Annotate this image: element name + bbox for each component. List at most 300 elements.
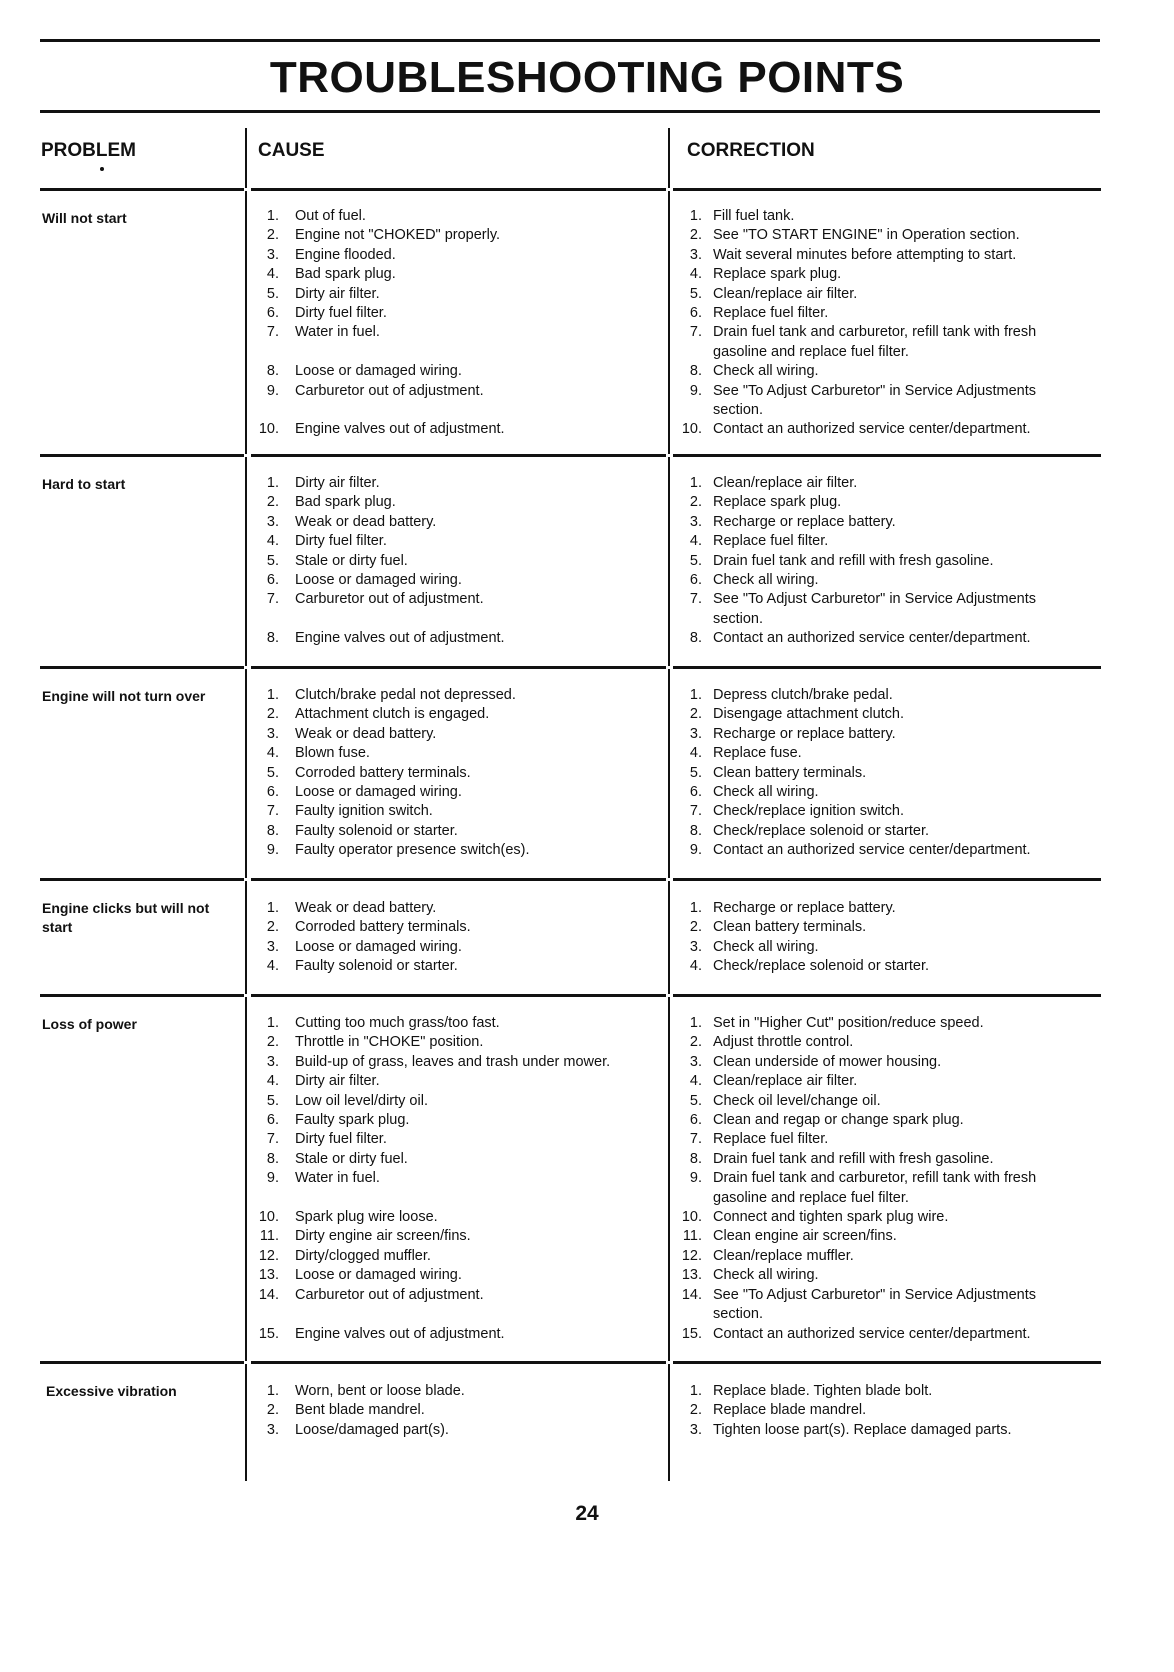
item-text: Out of fuel. [295, 208, 366, 224]
item-text: Water in fuel. [295, 324, 380, 341]
item-text: Replace fuel filter. [713, 1131, 829, 1148]
section-rule [40, 188, 1101, 191]
bullet-dot [100, 167, 104, 171]
item-number: 4. [689, 533, 702, 550]
list-item [258, 382, 658, 401]
list-item [676, 899, 1096, 918]
item-number: 7. [689, 1131, 702, 1148]
column-divider-correction [668, 128, 670, 1481]
item-text: Engine not "CHOKED" properly. [295, 227, 501, 244]
list-item [258, 1150, 658, 1169]
list-item [676, 590, 1096, 609]
item-text: Clean battery terminals. [713, 764, 867, 781]
list-item [258, 1033, 658, 1052]
item-number: 2. [266, 706, 279, 723]
list-item [676, 265, 1096, 284]
item-number: 7. [266, 591, 279, 608]
item-text: Faulty ignition switch. [295, 803, 433, 820]
item-text: Clean engine air screen/fins. [713, 1228, 897, 1245]
list-item [676, 285, 1096, 304]
item-text: Dirty air filter. [295, 285, 380, 302]
item-number: 2. [689, 1402, 702, 1419]
list-item [676, 725, 1096, 744]
list-item [258, 918, 658, 937]
list-item [258, 532, 658, 551]
item-text: Engine flooded. [295, 246, 396, 263]
item-text: Loose or damaged wiring. [295, 363, 462, 380]
list-item [258, 1092, 658, 1111]
list-item [676, 513, 1096, 532]
item-text: section. [713, 610, 763, 627]
list-item [676, 1053, 1096, 1072]
item-text: Clean battery terminals. [713, 919, 867, 936]
item-text: Recharge or replace battery. [713, 725, 896, 742]
list-item [676, 226, 1096, 245]
item-text: Check/replace solenoid or starter. [713, 822, 929, 839]
cause-list [258, 899, 658, 977]
cause-list [258, 1382, 658, 1440]
list-item [676, 532, 1096, 551]
item-text: Clean underside of mower housing. [713, 1053, 942, 1070]
item-text: Clean/replace air filter. [713, 475, 858, 491]
item-number: 1. [266, 687, 279, 703]
item-number: 9. [266, 1170, 279, 1187]
item-text: See "To Adjust Carburetor" in Service Adjustments [713, 382, 1037, 399]
item-text: Stale or dirty fuel. [295, 552, 408, 569]
item-text: Blown fuse. [295, 745, 370, 762]
list-item [676, 246, 1096, 265]
item-number: 3. [266, 513, 279, 530]
item-text: Faulty spark plug. [295, 1112, 410, 1129]
list-item [258, 686, 658, 705]
item-number: 5. [266, 764, 279, 781]
section-rule [40, 454, 1101, 457]
problem-label: Engine clicks but will not start [42, 900, 210, 936]
item-number: 2. [266, 494, 279, 511]
item-number: 2. [266, 1034, 279, 1051]
item-text: Attachment clutch is engaged. [295, 706, 490, 723]
cause-list [258, 207, 658, 440]
item-number: 2. [689, 1034, 702, 1051]
list-item [676, 1382, 1096, 1401]
item-text: Spark plug wire loose. [295, 1209, 438, 1226]
list-item [676, 629, 1096, 648]
list-item [258, 610, 658, 629]
item-text: Check/replace ignition switch. [713, 803, 905, 820]
item-text: Drain fuel tank and refill with fresh gasoline. [713, 552, 994, 569]
list-item [676, 304, 1096, 323]
page-title: TROUBLESHOOTING POINTS [269, 53, 905, 102]
item-text: Wait several minutes before attempting to start. [713, 246, 1017, 263]
item-text: Build-up of grass, leaves and trash under mower. [295, 1053, 611, 1070]
item-number: 3. [266, 938, 279, 955]
list-item [676, 343, 1096, 362]
item-number: 9. [689, 1170, 702, 1187]
list-item [676, 1111, 1096, 1130]
item-number: 8. [266, 822, 279, 839]
item-text: Dirty fuel filter. [295, 305, 387, 322]
item-text: Loose or damaged wiring. [295, 938, 462, 955]
list-item [258, 957, 658, 976]
list-item [258, 1227, 658, 1246]
item-text: Clean/replace muffler. [713, 1247, 854, 1264]
item-text: Replace fuel filter. [713, 533, 829, 550]
item-text: Drain fuel tank and carburetor, refill tank with fresh [713, 324, 1037, 341]
item-text: Dirty engine air screen/fins. [295, 1228, 471, 1245]
item-text: Dirty air filter. [295, 1073, 380, 1090]
item-text: Check all wiring. [713, 1267, 819, 1284]
item-number: 4. [689, 958, 702, 975]
item-number: 8. [266, 363, 279, 380]
list-item [258, 1014, 658, 1033]
item-text: Corroded battery terminals. [295, 919, 471, 936]
item-number: 2. [266, 919, 279, 936]
item-number: 1. [266, 900, 279, 916]
item-text: Dirty fuel filter. [295, 1131, 387, 1148]
item-text: See "To Adjust Carburetor" in Service Adjustments [713, 591, 1037, 608]
item-text: Dirty/clogged muffler. [295, 1247, 431, 1264]
list-item [258, 1072, 658, 1091]
item-number: 13. [681, 1267, 702, 1284]
list-item [676, 610, 1096, 629]
list-item [258, 285, 658, 304]
list-item [258, 1189, 658, 1208]
item-text: Engine valves out of adjustment. [295, 630, 505, 647]
item-text: Replace fuel filter. [713, 305, 829, 322]
item-number: 7. [266, 324, 279, 341]
item-number: 5. [266, 552, 279, 569]
item-text: Clean and regap or change spark plug. [713, 1112, 964, 1129]
item-text: Check all wiring. [713, 572, 819, 589]
item-number: 11. [259, 1228, 279, 1245]
list-item [676, 207, 1096, 226]
item-text: Throttle in "CHOKE" position. [295, 1034, 484, 1051]
list-item [676, 918, 1096, 937]
list-item [258, 590, 658, 609]
item-number: 8. [689, 1150, 702, 1167]
item-text: Replace blade. Tighten blade bolt. [713, 1383, 933, 1399]
item-number: 4. [266, 958, 279, 975]
item-number: 4. [266, 745, 279, 762]
item-number: 10. [258, 1209, 279, 1226]
item-number: 14. [258, 1286, 279, 1303]
item-text: Dirty fuel filter. [295, 533, 387, 550]
item-number: 3. [266, 1421, 279, 1438]
item-number: 15. [258, 1325, 279, 1342]
item-text: Engine valves out of adjustment. [295, 421, 505, 438]
list-item [258, 1266, 658, 1285]
correction-list [676, 1014, 1096, 1344]
item-text: Stale or dirty fuel. [295, 1150, 408, 1167]
item-text: See "To Adjust Carburetor" in Service Adjustments [713, 1286, 1037, 1303]
list-item [676, 764, 1096, 783]
item-number: 1. [266, 475, 279, 491]
list-item [258, 1305, 658, 1324]
item-number: 6. [266, 305, 279, 322]
problem-label: Loss of power [42, 1016, 137, 1032]
item-text: Bad spark plug. [295, 494, 396, 511]
item-text: Faulty solenoid or starter. [295, 822, 458, 839]
list-item [258, 1382, 658, 1401]
item-text: Depress clutch/brake pedal. [713, 687, 893, 703]
item-number: 13. [258, 1267, 279, 1284]
item-number: 5. [689, 1092, 702, 1109]
list-item [258, 420, 658, 439]
item-number: 2. [266, 227, 279, 244]
item-text: Engine valves out of adjustment. [295, 1325, 505, 1342]
item-number: 6. [266, 572, 279, 589]
list-item [676, 420, 1096, 439]
item-number: 4. [689, 745, 702, 762]
item-text: Recharge or replace battery. [713, 900, 896, 916]
item-text: Adjust throttle control. [713, 1034, 854, 1051]
item-text: Faulty solenoid or starter. [295, 958, 458, 975]
item-text: Check oil level/change oil. [713, 1092, 881, 1109]
list-item [676, 1130, 1096, 1149]
list-item [676, 323, 1096, 342]
item-number: 9. [266, 382, 279, 399]
section-rule [40, 994, 1101, 997]
item-text: Water in fuel. [295, 1170, 380, 1187]
item-number: 10. [681, 421, 702, 438]
list-item [676, 1325, 1096, 1344]
list-item [258, 629, 658, 648]
list-item [258, 401, 658, 420]
list-item [258, 265, 658, 284]
list-item [258, 1053, 658, 1072]
list-item [676, 1266, 1096, 1285]
item-number: 4. [266, 1073, 279, 1090]
item-text: Contact an authorized service center/department. [713, 630, 1031, 647]
item-text: Clean/replace air filter. [713, 1073, 858, 1090]
problem-label: Hard to start [42, 476, 126, 492]
list-item [258, 1401, 658, 1420]
correction-list [676, 207, 1096, 440]
item-text: Replace fuse. [713, 745, 802, 762]
list-item [676, 474, 1096, 493]
header-correction: CORRECTION [687, 140, 815, 161]
item-number: 1. [266, 208, 279, 224]
item-text: Check all wiring. [713, 784, 819, 801]
item-text: Disengage attachment clutch. [713, 706, 905, 723]
item-number: 3. [266, 246, 279, 263]
correction-list [676, 686, 1096, 861]
item-number: 10. [681, 1209, 702, 1226]
item-text: Worn, bent or loose blade. [295, 1383, 465, 1399]
item-text: gasoline and replace fuel filter. [713, 1189, 909, 1206]
item-number: 1. [266, 1015, 279, 1031]
problem-label: Excessive vibration [46, 1383, 177, 1399]
item-number: 3. [266, 1053, 279, 1070]
list-item [258, 323, 658, 342]
item-number: 7. [266, 1131, 279, 1148]
list-item [258, 1325, 658, 1344]
item-text: Contact an authorized service center/department. [713, 421, 1031, 438]
list-item [258, 1286, 658, 1305]
item-number: 2. [689, 494, 702, 511]
cause-list [258, 686, 658, 861]
item-number: 6. [689, 305, 702, 322]
item-text: Drain fuel tank and refill with fresh gasoline. [713, 1150, 994, 1167]
item-text: gasoline and replace fuel filter. [713, 343, 909, 360]
list-item [258, 802, 658, 821]
item-number: 4. [266, 533, 279, 550]
list-item [258, 725, 658, 744]
item-text: Drain fuel tank and carburetor, refill tank with fresh [713, 1170, 1037, 1187]
item-text: Carburetor out of adjustment. [295, 591, 484, 608]
item-text: Contact an authorized service center/department. [713, 1325, 1031, 1342]
item-text: Loose/damaged part(s). [295, 1421, 449, 1438]
list-item [258, 899, 658, 918]
item-number: 8. [689, 822, 702, 839]
section-rule [40, 878, 1101, 881]
item-number: 9. [266, 842, 279, 859]
list-item [258, 938, 658, 957]
list-item [258, 1111, 658, 1130]
section-rule [40, 1361, 1101, 1364]
item-number: 2. [689, 919, 702, 936]
page-number: 24 [575, 1502, 599, 1525]
list-item [258, 246, 658, 265]
item-text: Weak or dead battery. [295, 900, 437, 916]
item-text: Carburetor out of adjustment. [295, 1286, 484, 1303]
item-text: Clean/replace air filter. [713, 285, 858, 302]
list-item [676, 1072, 1096, 1091]
item-text: Replace spark plug. [713, 266, 842, 283]
item-number: 5. [689, 764, 702, 781]
list-item [676, 822, 1096, 841]
correction-list [676, 899, 1096, 977]
item-number: 7. [689, 591, 702, 608]
list-item [258, 571, 658, 590]
list-item [676, 1247, 1096, 1266]
list-item [676, 1227, 1096, 1246]
item-text: Check all wiring. [713, 363, 819, 380]
item-text: Dirty air filter. [295, 475, 380, 491]
item-text: Bent blade mandrel. [295, 1402, 425, 1419]
item-number: 12. [258, 1247, 279, 1264]
correction-list [676, 1382, 1096, 1440]
header-problem: PROBLEM [41, 140, 136, 161]
list-item [258, 226, 658, 245]
list-item [676, 1033, 1096, 1052]
item-number: 4. [689, 1073, 702, 1090]
item-number: 2. [689, 706, 702, 723]
item-number: 6. [689, 572, 702, 589]
problem-label: Engine will not turn over [42, 688, 206, 704]
item-text: Set in "Higher Cut" position/reduce speed. [713, 1015, 984, 1031]
item-text: Check all wiring. [713, 938, 819, 955]
section-rule [40, 666, 1101, 669]
list-item [258, 1208, 658, 1227]
list-item [258, 1130, 658, 1149]
item-number: 1. [689, 900, 702, 916]
item-number: 3. [689, 938, 702, 955]
list-item [676, 362, 1096, 381]
item-text: See "TO START ENGINE" in Operation section. [713, 227, 1020, 244]
list-item [258, 343, 658, 362]
item-number: 6. [689, 784, 702, 801]
list-item [258, 304, 658, 323]
list-item [676, 1286, 1096, 1305]
list-item [676, 841, 1096, 860]
item-text: Carburetor out of adjustment. [295, 382, 484, 399]
list-item [676, 957, 1096, 976]
item-number: 6. [266, 784, 279, 801]
column-divider-cause [245, 128, 247, 1481]
item-text: Loose or damaged wiring. [295, 784, 462, 801]
list-item [676, 401, 1096, 420]
item-number: 10. [258, 421, 279, 438]
item-text: Check/replace solenoid or starter. [713, 958, 929, 975]
list-item [676, 1150, 1096, 1169]
list-item [258, 207, 658, 226]
list-item [258, 841, 658, 860]
item-number: 7. [266, 803, 279, 820]
item-text: Loose or damaged wiring. [295, 1267, 462, 1284]
item-text: Loose or damaged wiring. [295, 572, 462, 589]
list-item [258, 474, 658, 493]
item-number: 9. [689, 842, 702, 859]
item-number: 8. [266, 630, 279, 647]
item-number: 15. [681, 1325, 702, 1342]
list-item [258, 552, 658, 571]
list-item [676, 1189, 1096, 1208]
list-item [258, 1247, 658, 1266]
item-text: Replace blade mandrel. [713, 1402, 867, 1419]
item-number: 5. [689, 285, 702, 302]
item-number: 7. [689, 324, 702, 341]
item-number: 3. [689, 1053, 702, 1070]
list-item [258, 783, 658, 802]
list-item [676, 783, 1096, 802]
list-item [676, 1169, 1096, 1188]
list-item [258, 822, 658, 841]
item-text: Cutting too much grass/too fast. [295, 1015, 500, 1031]
item-number: 5. [689, 552, 702, 569]
item-text: Contact an authorized service center/department. [713, 842, 1031, 859]
item-number: 1. [689, 687, 702, 703]
list-item [676, 1014, 1096, 1033]
item-text: section. [713, 1306, 763, 1323]
item-number: 8. [689, 630, 702, 647]
item-text: Weak or dead battery. [295, 725, 437, 742]
item-text: Tighten loose part(s). Replace damaged parts. [713, 1421, 1012, 1438]
item-text: Replace spark plug. [713, 494, 842, 511]
item-number: 4. [689, 266, 702, 283]
item-text: Fill fuel tank. [713, 208, 795, 224]
item-text: Bad spark plug. [295, 266, 396, 283]
item-number: 6. [689, 1112, 702, 1129]
list-item [676, 705, 1096, 724]
item-text: Faulty operator presence switch(es). [295, 842, 530, 859]
list-item [258, 744, 658, 763]
item-number: 3. [689, 513, 702, 530]
list-item [258, 764, 658, 783]
header-cause: CAUSE [258, 140, 325, 161]
item-text: section. [713, 402, 763, 419]
list-item [676, 938, 1096, 957]
item-number: 12. [681, 1247, 702, 1264]
item-number: 3. [689, 725, 702, 742]
cause-list [258, 1014, 658, 1344]
list-item [258, 1421, 658, 1440]
item-text: Connect and tighten spark plug wire. [713, 1209, 949, 1226]
item-number: 8. [266, 1150, 279, 1167]
list-item [676, 744, 1096, 763]
title-rule [40, 110, 1100, 113]
problem-label: Will not start [42, 210, 127, 226]
